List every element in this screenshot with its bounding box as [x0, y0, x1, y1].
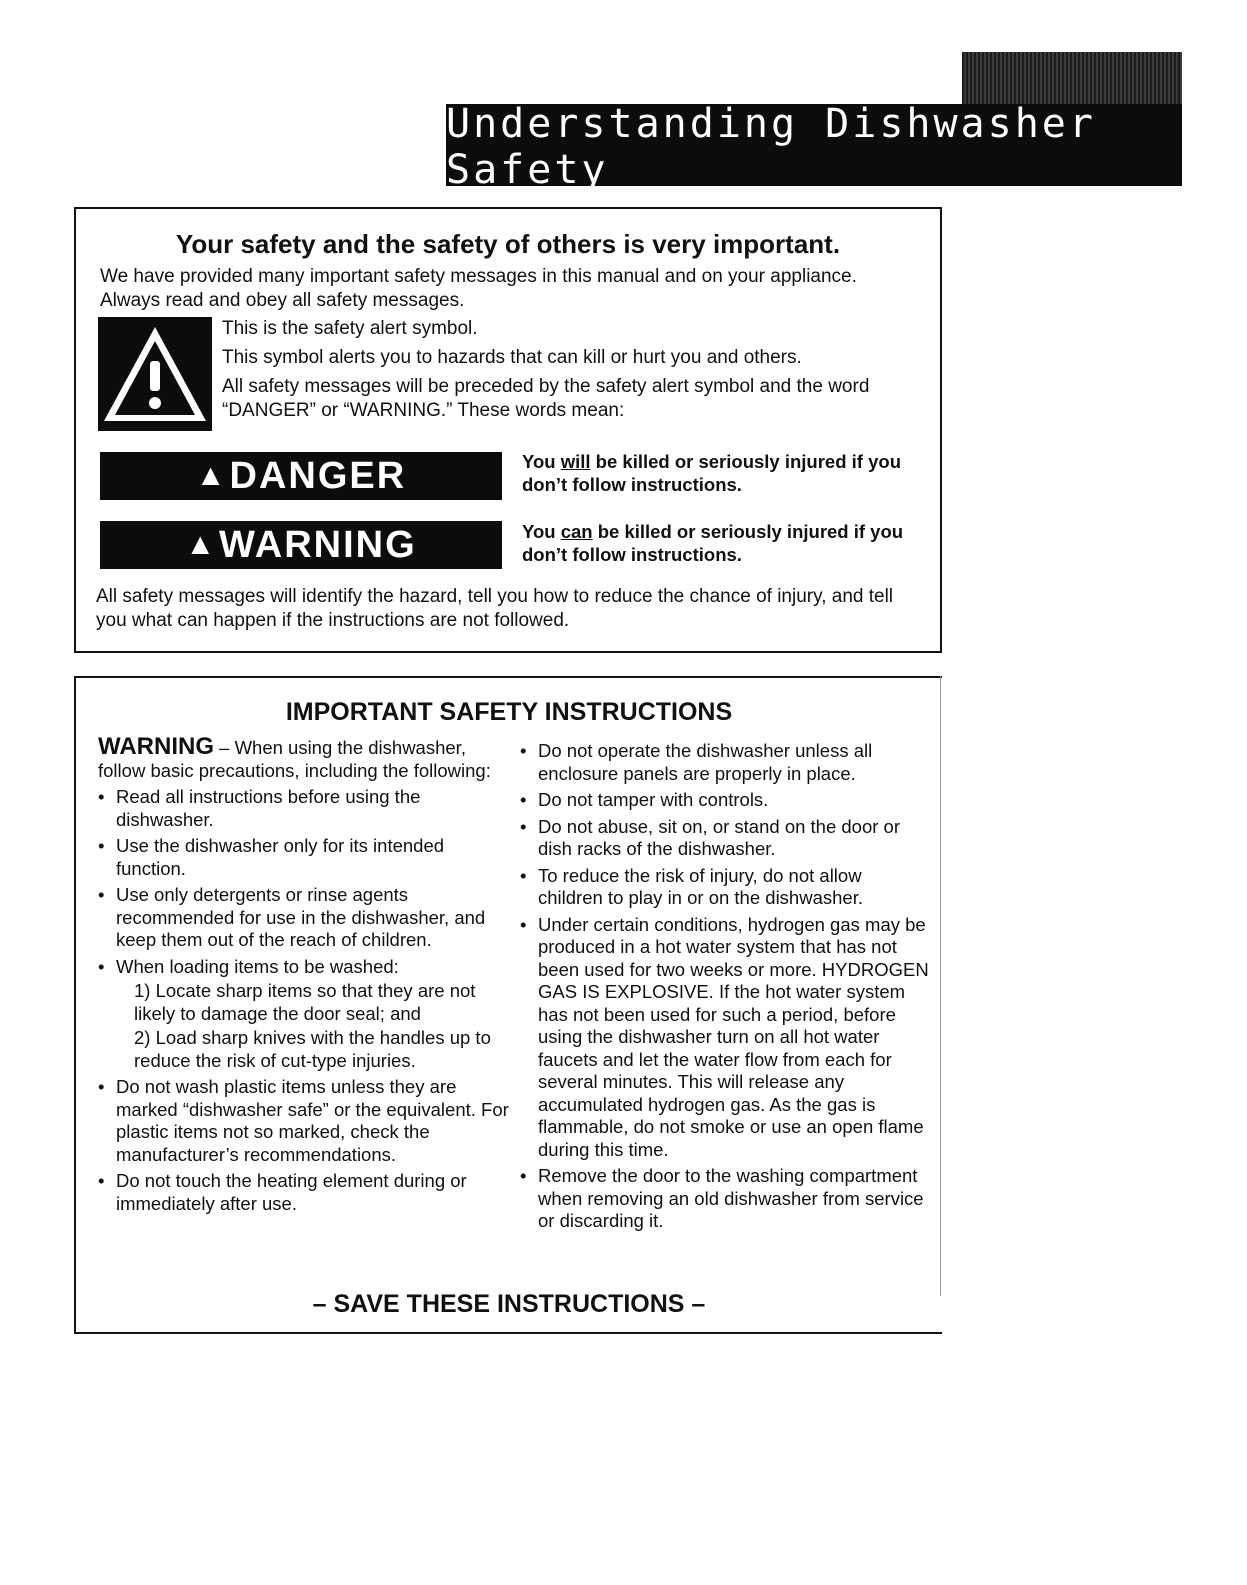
- save-instructions-footer: – SAVE THESE INSTRUCTIONS –: [312, 1290, 706, 1318]
- list-item-text: Do not wash plastic items unless they are marked “dishwasher safe” or the equivalent. For plastic items not so marked, check the manufacturer’s recommendations.: [116, 1076, 509, 1165]
- list-item-text: Use the dishwasher only for its intended function.: [116, 835, 445, 879]
- safety-intro: We have provided many important safety messages in this manual and on your appliance. Always read and obey all safety messages.: [100, 266, 857, 311]
- symbol-line: This is the safety alert symbol.: [222, 318, 478, 339]
- bullet: •: [520, 815, 527, 837]
- safety-alert-icon: [98, 317, 212, 431]
- list-item-text: Use only detergents or rinse agents recommended for use in the dishwasher, and keep them out of the reach of children.: [116, 884, 486, 950]
- warning-label: WARNING: [219, 523, 417, 566]
- list-item-text: Do not touch the heating element during or immediately after use.: [116, 1170, 467, 1214]
- safety-heading: Your safety and the safety of others is very important.: [175, 229, 841, 259]
- bullet: •: [520, 913, 527, 935]
- sub-list-item: 2) Load sharp knives with the handles up to reduce the risk of cut-type injuries.: [134, 1027, 491, 1071]
- list-item: [98, 835, 518, 880]
- list-item-text: Do not abuse, sit on, or stand on the door or dish racks of the dishwasher.: [538, 815, 901, 859]
- danger-signal-word: [100, 452, 502, 500]
- box-right-rule: [940, 676, 941, 1296]
- list-item: [98, 956, 518, 1073]
- danger-desc-pre: You: [522, 451, 561, 472]
- warning-desc-post: be killed or seriously injured if you don’t follow instructions.: [522, 521, 904, 565]
- bullet: •: [98, 955, 105, 977]
- bullet: •: [520, 1165, 527, 1186]
- bullet: •: [98, 1170, 105, 1191]
- instructions-right-column: [520, 736, 930, 1233]
- warning-triangle-icon: ▲: [195, 459, 228, 492]
- list-item: [520, 789, 930, 812]
- safety-message-box: [74, 207, 942, 653]
- list-item-text: Under certain conditions, hydrogen gas may be produced in a hot water system that has not been used for two weeks or more. HYDROGEN GAS IS EXPLOSIVE. If the hot water system has not been used for such a period, before using the dishwasher turn on all hot water faucets and let the water flow from each for several minutes. This will release any accumulated hydrogen gas. As the gas is flammable, do not smoke or use an open flame during this time.: [538, 913, 929, 1160]
- bullet: •: [98, 884, 105, 905]
- danger-desc-post: be killed or seriously injured if you don’t follow instructions.: [522, 451, 901, 495]
- list-item-text: To reduce the risk of injury, do not allow children to play in or on the dishwasher.: [538, 864, 863, 908]
- list-item-text: Remove the door to the washing compartment when removing an old dishwasher from service or discarding it.: [538, 1165, 924, 1231]
- instructions-left-column: [98, 733, 518, 1215]
- warning-intro-text: – When using the dishwasher, follow basic precautions, including the following:: [98, 737, 491, 781]
- list-item-text: When loading items to be washed:: [116, 955, 399, 977]
- list-item: [98, 786, 518, 831]
- list-item: [98, 1076, 518, 1166]
- bullet: •: [98, 835, 105, 856]
- danger-desc-emph: will: [560, 451, 591, 472]
- list-item: [520, 816, 930, 861]
- warning-desc-pre: You: [522, 521, 561, 542]
- important-instructions-box: [74, 676, 942, 1334]
- page-title: Understanding Dishwasher Safety: [446, 104, 1182, 186]
- symbol-line: This symbol alerts you to hazards that can kill or hurt you and others.: [222, 347, 802, 368]
- symbol-explanation: [222, 317, 922, 428]
- danger-description: [522, 450, 922, 496]
- list-item: [520, 1165, 930, 1233]
- safety-closing: All safety messages will identify the hazard, tell you how to reduce the chance of injury, and tell you what can happen if the instructions are not followed.: [96, 586, 894, 631]
- list-item-text: Do not tamper with controls.: [538, 789, 769, 810]
- bullet: •: [98, 1076, 105, 1097]
- bullet: •: [520, 740, 527, 761]
- list-item-text: Do not operate the dishwasher unless all enclosure panels are properly in place.: [538, 740, 873, 784]
- list-item: [520, 740, 930, 785]
- instructions-heading: IMPORTANT SAFETY INSTRUCTIONS: [285, 698, 733, 726]
- sub-list-item: 1) Locate sharp items so that they are not likely to damage the door seal; and: [134, 980, 476, 1024]
- bullet: •: [520, 789, 527, 810]
- list-item: [520, 865, 930, 910]
- bullet: •: [520, 864, 527, 886]
- warning-signal-word: [100, 521, 502, 569]
- list-item: [98, 884, 518, 952]
- danger-label: DANGER: [229, 454, 407, 497]
- warning-word: WARNING: [98, 733, 214, 760]
- warning-triangle-icon: ▲: [185, 528, 218, 561]
- list-item: [98, 1170, 518, 1215]
- warning-desc-emph: can: [560, 521, 593, 542]
- warning-intro: [98, 733, 518, 782]
- list-item-text: Read all instructions before using the dishwasher.: [116, 786, 421, 830]
- bullet: •: [98, 786, 105, 807]
- list-item: [520, 914, 930, 1162]
- warning-description: [522, 520, 922, 566]
- symbol-line: All safety messages will be preceded by the safety alert symbol and the word “DANGER” or “WARNING.” These words mean:: [222, 376, 870, 421]
